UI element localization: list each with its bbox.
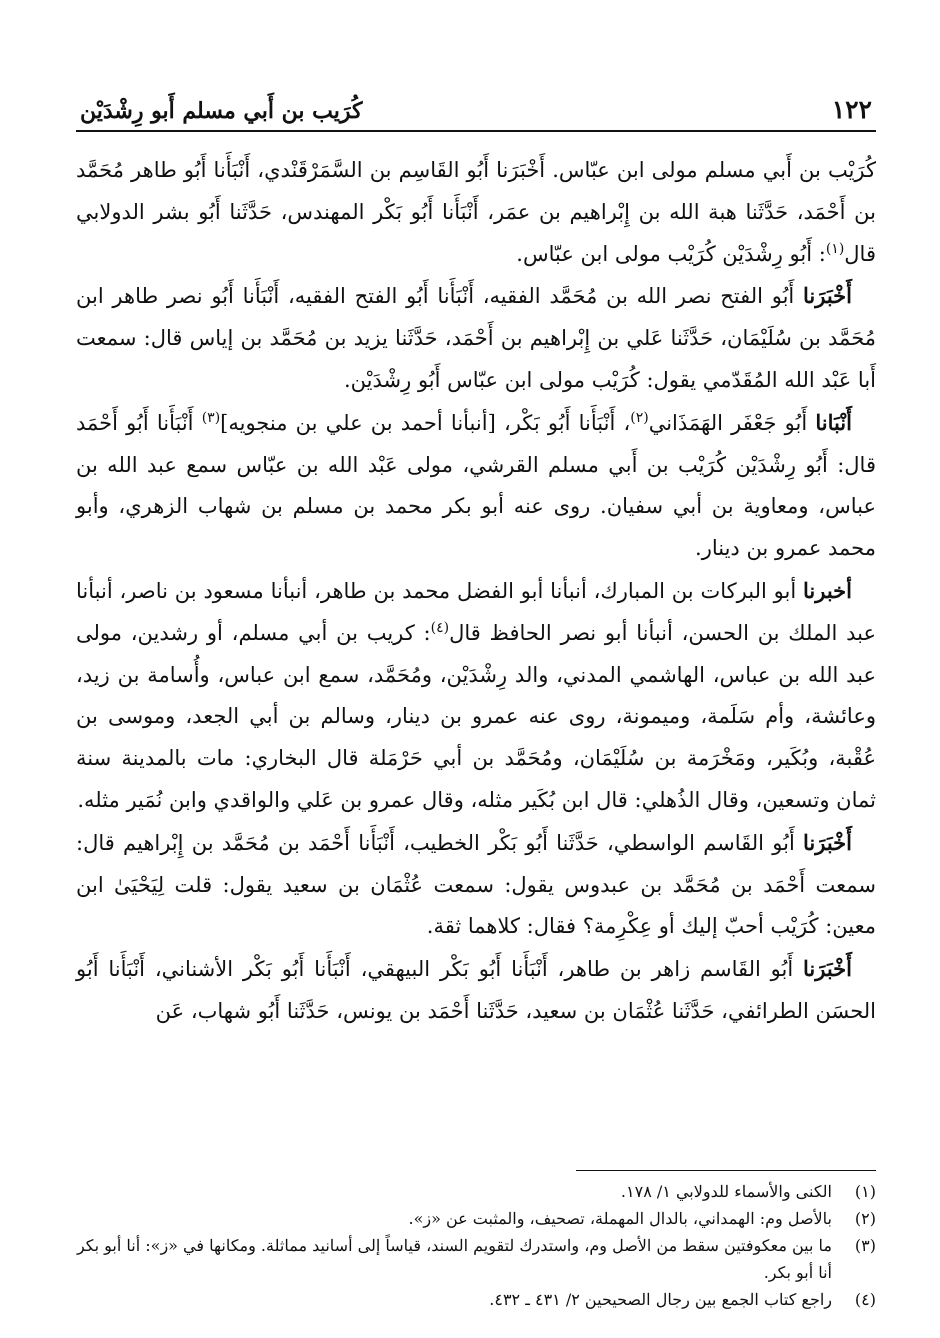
footnote-number: (٤) xyxy=(854,1290,876,1309)
paragraph-text: أَنْبَأَنا أَبُو أَحْمَد قال: أَبُو رِشْدَيْن كُرَيْب بن أَبي مسلم القرشي، مولى عَبْد الله بن عبّاس سمع عبد الله بن عباس، ومعاوية بن أبي سفيان. روى عنه أبو بكر محمد بن مسلم بن شهاب الزهري، وأبو محمد عمرو بن دينار. xyxy=(76,410,876,561)
paragraph-text: كُرَيْب بن أَبي مسلم مولى ابن عبّاس. أَخْبَرَنا أَبُو القَاسِم بن السَّمَرْقَنْدي، أَنْبَأَنا أَبُو طاهر مُحَمَّد بن أَحْمَد، حَدَّثَنا هبة الله بن إِبْراهيم بن عمَر، أَنْبَأَنا أَبُو بَكْر المهندس، حَدَّثَنا أَبُو بشر الدولابي قال xyxy=(76,158,876,266)
footnote-text: راجع كتاب الجمع بين رجال الصحيحين ٢/ ٤٣١ ـ ٤٣٢. xyxy=(489,1290,832,1309)
footnote-number: (٣) xyxy=(854,1236,876,1255)
footnote-number: (٢) xyxy=(854,1209,876,1228)
paragraph-3 xyxy=(76,402,876,570)
footnotes xyxy=(76,1178,876,1313)
paragraph-4 xyxy=(76,570,876,822)
footnote-text: الكنى والأسماء للدولابي ١/ ١٧٨. xyxy=(620,1182,832,1201)
paragraph-2 xyxy=(76,275,876,401)
book-page xyxy=(76,70,876,1309)
footnote-item xyxy=(76,1286,876,1313)
paragraph-lead: أَخْبَرَنا xyxy=(803,956,852,982)
paragraph-lead: أَخْبَرَنا xyxy=(803,283,852,309)
paragraph-text: أَبُو جَعْفَر الهَمَذَاني xyxy=(648,410,816,435)
paragraph-5 xyxy=(76,822,876,948)
paragraph-lead: أَخْبَرَنا xyxy=(803,829,852,855)
footnote-text: بالأصل وم: الهمداني، بالدال المهملة، تصحيف، والمثبت عن «ز». xyxy=(408,1209,832,1228)
paragraph-6 xyxy=(76,948,876,1033)
footnote-ref-1: (١) xyxy=(825,240,845,257)
footnote-item xyxy=(76,1232,876,1286)
footnote-ref-3: (٣) xyxy=(201,409,221,426)
main-text xyxy=(76,150,876,1033)
footnote-divider xyxy=(576,1170,876,1171)
footnote-ref-2: (٢) xyxy=(630,409,649,426)
paragraph-lead: أَنْبَانا xyxy=(815,409,852,435)
footnote-item xyxy=(76,1178,876,1205)
paragraph-text: : أَبُو رِشْدَيْن كُرَيْب مولى ابن عبّاس. xyxy=(516,241,826,266)
page-header xyxy=(76,70,876,130)
paragraph-text: أَبُو القَاسم زاهر بن طاهر، أَنْبَأَنا أَبُو بَكْر البيهقي، أَنْبَأَنا أَبُو بَكْر الأشناني، أَنْبَأَنا أَبُو الحسَن الطرائفي، حَدَّثَنا عُثْمَان بن سعيد، حَدَّثَنا أَحْمَد بن يونس، حَدَّثَنا أَبُو شهاب، عَن xyxy=(76,957,876,1023)
paragraph-text: : كريب بن أبي مسلم، أو رشدين، مولى عبد الله بن عباس، الهاشمي المدني، والد رِشْدَيْن، ومُحَمَّد، سمع ابن عباس، وأُسامة بن زيد، وعائشة، وأم سَلَمة، وميمونة، روى عنه عمرو بن دينار، وسالم بن أبي الجعد، وموسى بن عُقْبة، وبُكَير، ومَخْرَمة بن سُلَيْمَان، ومُحَمَّد بن أبي حَرْمَلة قال البخاري: مات بالمدينة سنة ثمان وتسعين، وقال الذُهلي: قال ابن بُكَير مثله، وقال عمرو بن عَلي والواقدي وابن نُمَير مثله. xyxy=(76,620,876,812)
paragraph-text: أبو البركات بن المبارك، أنبأنا أبو الفضل محمد بن طاهر، أنبأنا مسعود بن ناصر، أنبأنا عبد الملك بن الحسن، أنبأنا أبو نصر الحافظ قال xyxy=(76,578,876,645)
paragraph-1 xyxy=(76,150,876,275)
paragraph-text: أَبُو القَاسم الواسطي، حَدَّثَنا أَبُو بَكْر الخطيب، أَنْبَأَنا أَحْمَد بن مُحَمَّد بن إِبْراهيم قال: سمعت أَحْمَد بن مُحَمَّد بن عبدوس يقول: سمعت عُثْمَان بن سعيد يقول: قلت لِيَحْيَىٰ ابن معين: كُرَيْب أحبّ إليك أو عِكْرِمة؟ فقال: كلاهما ثقة. xyxy=(76,830,876,939)
page-number: ١٢٢ xyxy=(831,95,872,124)
footnote-number: (١) xyxy=(854,1182,876,1201)
header-rule xyxy=(76,130,876,132)
running-title: كُرَيب بن أَبي مسلم أَبو رِشْدَيْن xyxy=(80,98,363,124)
footnote-item xyxy=(76,1205,876,1232)
paragraph-text: أَبُو الفتح نصر الله بن مُحَمَّد الفقيه، أَنْبَأَنا أَبُو الفتح الفقيه، أَنْبَأَنا أَبُو نصر طاهر ابن مُحَمَّد بن سُلَيْمَان، حَدَّثَنا عَلي بن إِبْراهيم بن أَحْمَد، حَدَّثَنا يزيد بن مُحَمَّد بن إياس قال: سمعت أَبا عَبْد الله المُقَدّمي يقول: كُرَيْب مولى ابن عبّاس أَبُو رِشْدَيْن. xyxy=(76,284,876,392)
paragraph-lead: أخبرنا xyxy=(803,577,852,603)
footnote-text: ما بين معكوفتين سقط من الأصل وم، واستدرك لتقويم السند، قياساً إلى أسانيد مماثلة. ومكانها في «ز»: أنا أبو بكر أنا أبو بكر. xyxy=(76,1236,832,1282)
footnote-ref-4: (٤) xyxy=(430,619,450,636)
paragraph-text: ، أَنْبَأَنا أَبُو بَكْر، [أنبأنا أحمد بن علي بن منجويه] xyxy=(220,410,631,435)
